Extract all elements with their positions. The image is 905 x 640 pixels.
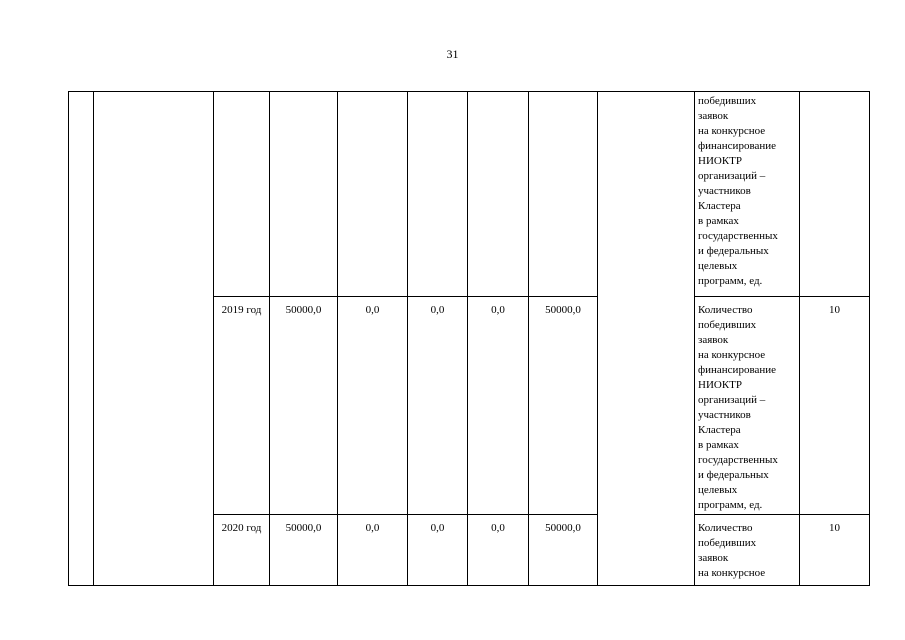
indicator-cell: Количество победивших заявок на конкурсное финансирование НИОКТР организаций – участников Кластера в рамках государственных и федеральных целевых программ, ед.: [695, 297, 800, 515]
year-cell: [214, 92, 270, 297]
extra-budget-cell: [529, 92, 598, 297]
indicator-cell: победивших заявок на конкурсное финансирование НИОКТР организаций – участников Кластера в рамках государственных и федеральных целевых программ, ед.: [695, 92, 800, 297]
federal-cell: 0,0: [338, 515, 408, 586]
event-name-cell: [94, 92, 214, 586]
year-cell: 2019 год: [214, 297, 270, 515]
federal-cell: [338, 92, 408, 297]
target-value-cell: 10: [800, 515, 870, 586]
total-cell: [270, 92, 338, 297]
federal-cell: 0,0: [338, 297, 408, 515]
total-cell: 50000,0: [270, 297, 338, 515]
target-value-cell: 10: [800, 297, 870, 515]
local-cell: 0,0: [468, 515, 529, 586]
extra-budget-cell: 50000,0: [529, 515, 598, 586]
year-cell: 2020 год: [214, 515, 270, 586]
regional-cell: [408, 92, 468, 297]
budget-table: [68, 91, 870, 586]
executor-cell: [598, 92, 695, 586]
table-row-continued: [69, 92, 870, 297]
regional-cell: 0,0: [408, 297, 468, 515]
regional-cell: 0,0: [408, 515, 468, 586]
total-cell: 50000,0: [270, 515, 338, 586]
local-cell: 0,0: [468, 297, 529, 515]
indicator-cell: Количество победивших заявок на конкурсное: [695, 515, 800, 586]
page-number: 31: [446, 47, 459, 61]
local-cell: [468, 92, 529, 297]
number-cell: [69, 92, 94, 586]
target-value-cell: [800, 92, 870, 297]
extra-budget-cell: 50000,0: [529, 297, 598, 515]
